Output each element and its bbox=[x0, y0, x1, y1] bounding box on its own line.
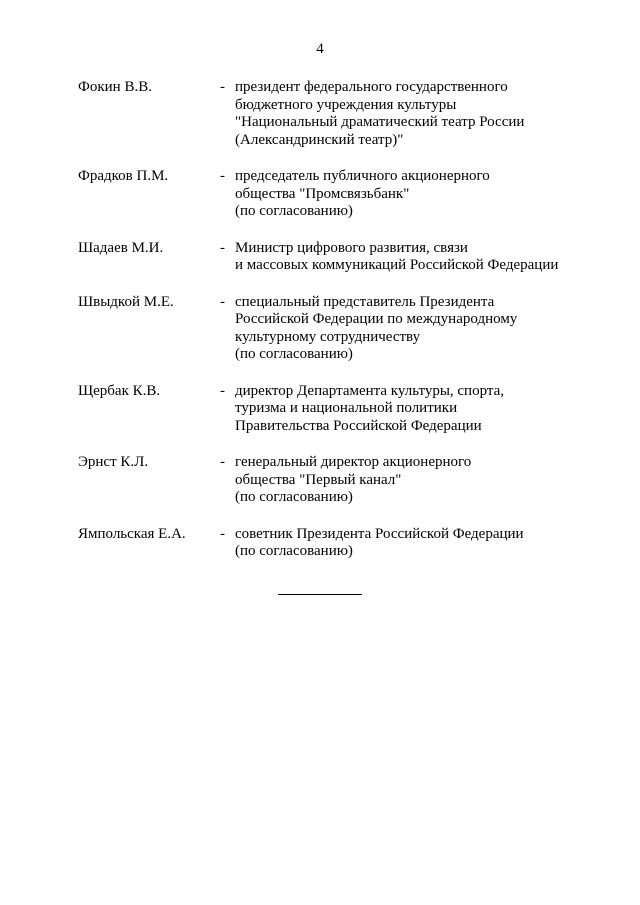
list-item bbox=[0, 240, 640, 275]
position-line: Министр цифрового развития, связи bbox=[235, 239, 468, 256]
position-line: "Национальный драматический театр России bbox=[235, 114, 525, 130]
position-line: (по согласованию) bbox=[235, 543, 353, 559]
position-line: и массовых коммуникаций Российской Федерации bbox=[235, 257, 559, 273]
dash-separator: - bbox=[220, 168, 225, 184]
position-line: (по согласованию) bbox=[235, 489, 353, 505]
member-name: Швыдкой М.Е. bbox=[78, 293, 174, 310]
dash-separator: - bbox=[220, 382, 225, 399]
member-position bbox=[235, 294, 580, 364]
member-position bbox=[235, 79, 580, 149]
member-position bbox=[235, 240, 580, 275]
dash-separator: - bbox=[220, 454, 225, 470]
member-position bbox=[235, 454, 580, 507]
position-line: президент федерального государственного bbox=[235, 79, 508, 95]
position-line: советник Президента Российской Федерации bbox=[235, 525, 524, 542]
position-line: бюджетного учреждения культуры bbox=[235, 96, 457, 113]
member-name: Щербак К.В. bbox=[78, 382, 161, 399]
position-line: председатель публичного акционерного bbox=[235, 168, 490, 184]
dash-separator: - bbox=[220, 239, 225, 256]
position-line: общества "Промсвязьбанк" bbox=[235, 185, 410, 202]
member-position bbox=[235, 383, 580, 436]
list-item bbox=[0, 383, 640, 436]
dash-separator: - bbox=[220, 525, 225, 542]
position-line: туризма и национальной политики bbox=[235, 400, 458, 416]
position-line: культурному сотрудничеству bbox=[235, 328, 421, 345]
member-name: Шадаев М.И. bbox=[78, 239, 164, 256]
position-line: общества "Первый канал" bbox=[235, 471, 402, 488]
member-position bbox=[235, 526, 580, 561]
list-item bbox=[0, 168, 640, 221]
list-item bbox=[0, 454, 640, 507]
position-line: генеральный директор акционерного bbox=[235, 454, 472, 470]
member-name: Эрнст К.Л. bbox=[78, 454, 149, 470]
list-item bbox=[0, 526, 640, 561]
dash-separator: - bbox=[220, 293, 225, 310]
closing-rule bbox=[278, 594, 362, 595]
member-name: Фрадков П.М. bbox=[78, 168, 169, 184]
position-line: специальный представитель Президента bbox=[235, 293, 495, 310]
position-line: Российской Федерации по международному bbox=[235, 311, 518, 327]
position-line: (по согласованию) bbox=[235, 203, 353, 219]
page-number: 4 bbox=[316, 41, 324, 57]
member-name: Фокин В.В. bbox=[78, 79, 152, 95]
list-item bbox=[0, 79, 640, 149]
member-list bbox=[0, 79, 640, 561]
dash-separator: - bbox=[220, 79, 225, 95]
position-line: (Александринский театр)" bbox=[235, 131, 404, 148]
member-position bbox=[235, 168, 580, 221]
position-line: (по согласованию) bbox=[235, 346, 353, 362]
member-name: Ямпольская Е.А. bbox=[78, 525, 186, 542]
position-line: Правительства Российской Федерации bbox=[235, 417, 482, 434]
position-line: директор Департамента культуры, спорта, bbox=[235, 382, 505, 399]
list-item bbox=[0, 294, 640, 364]
